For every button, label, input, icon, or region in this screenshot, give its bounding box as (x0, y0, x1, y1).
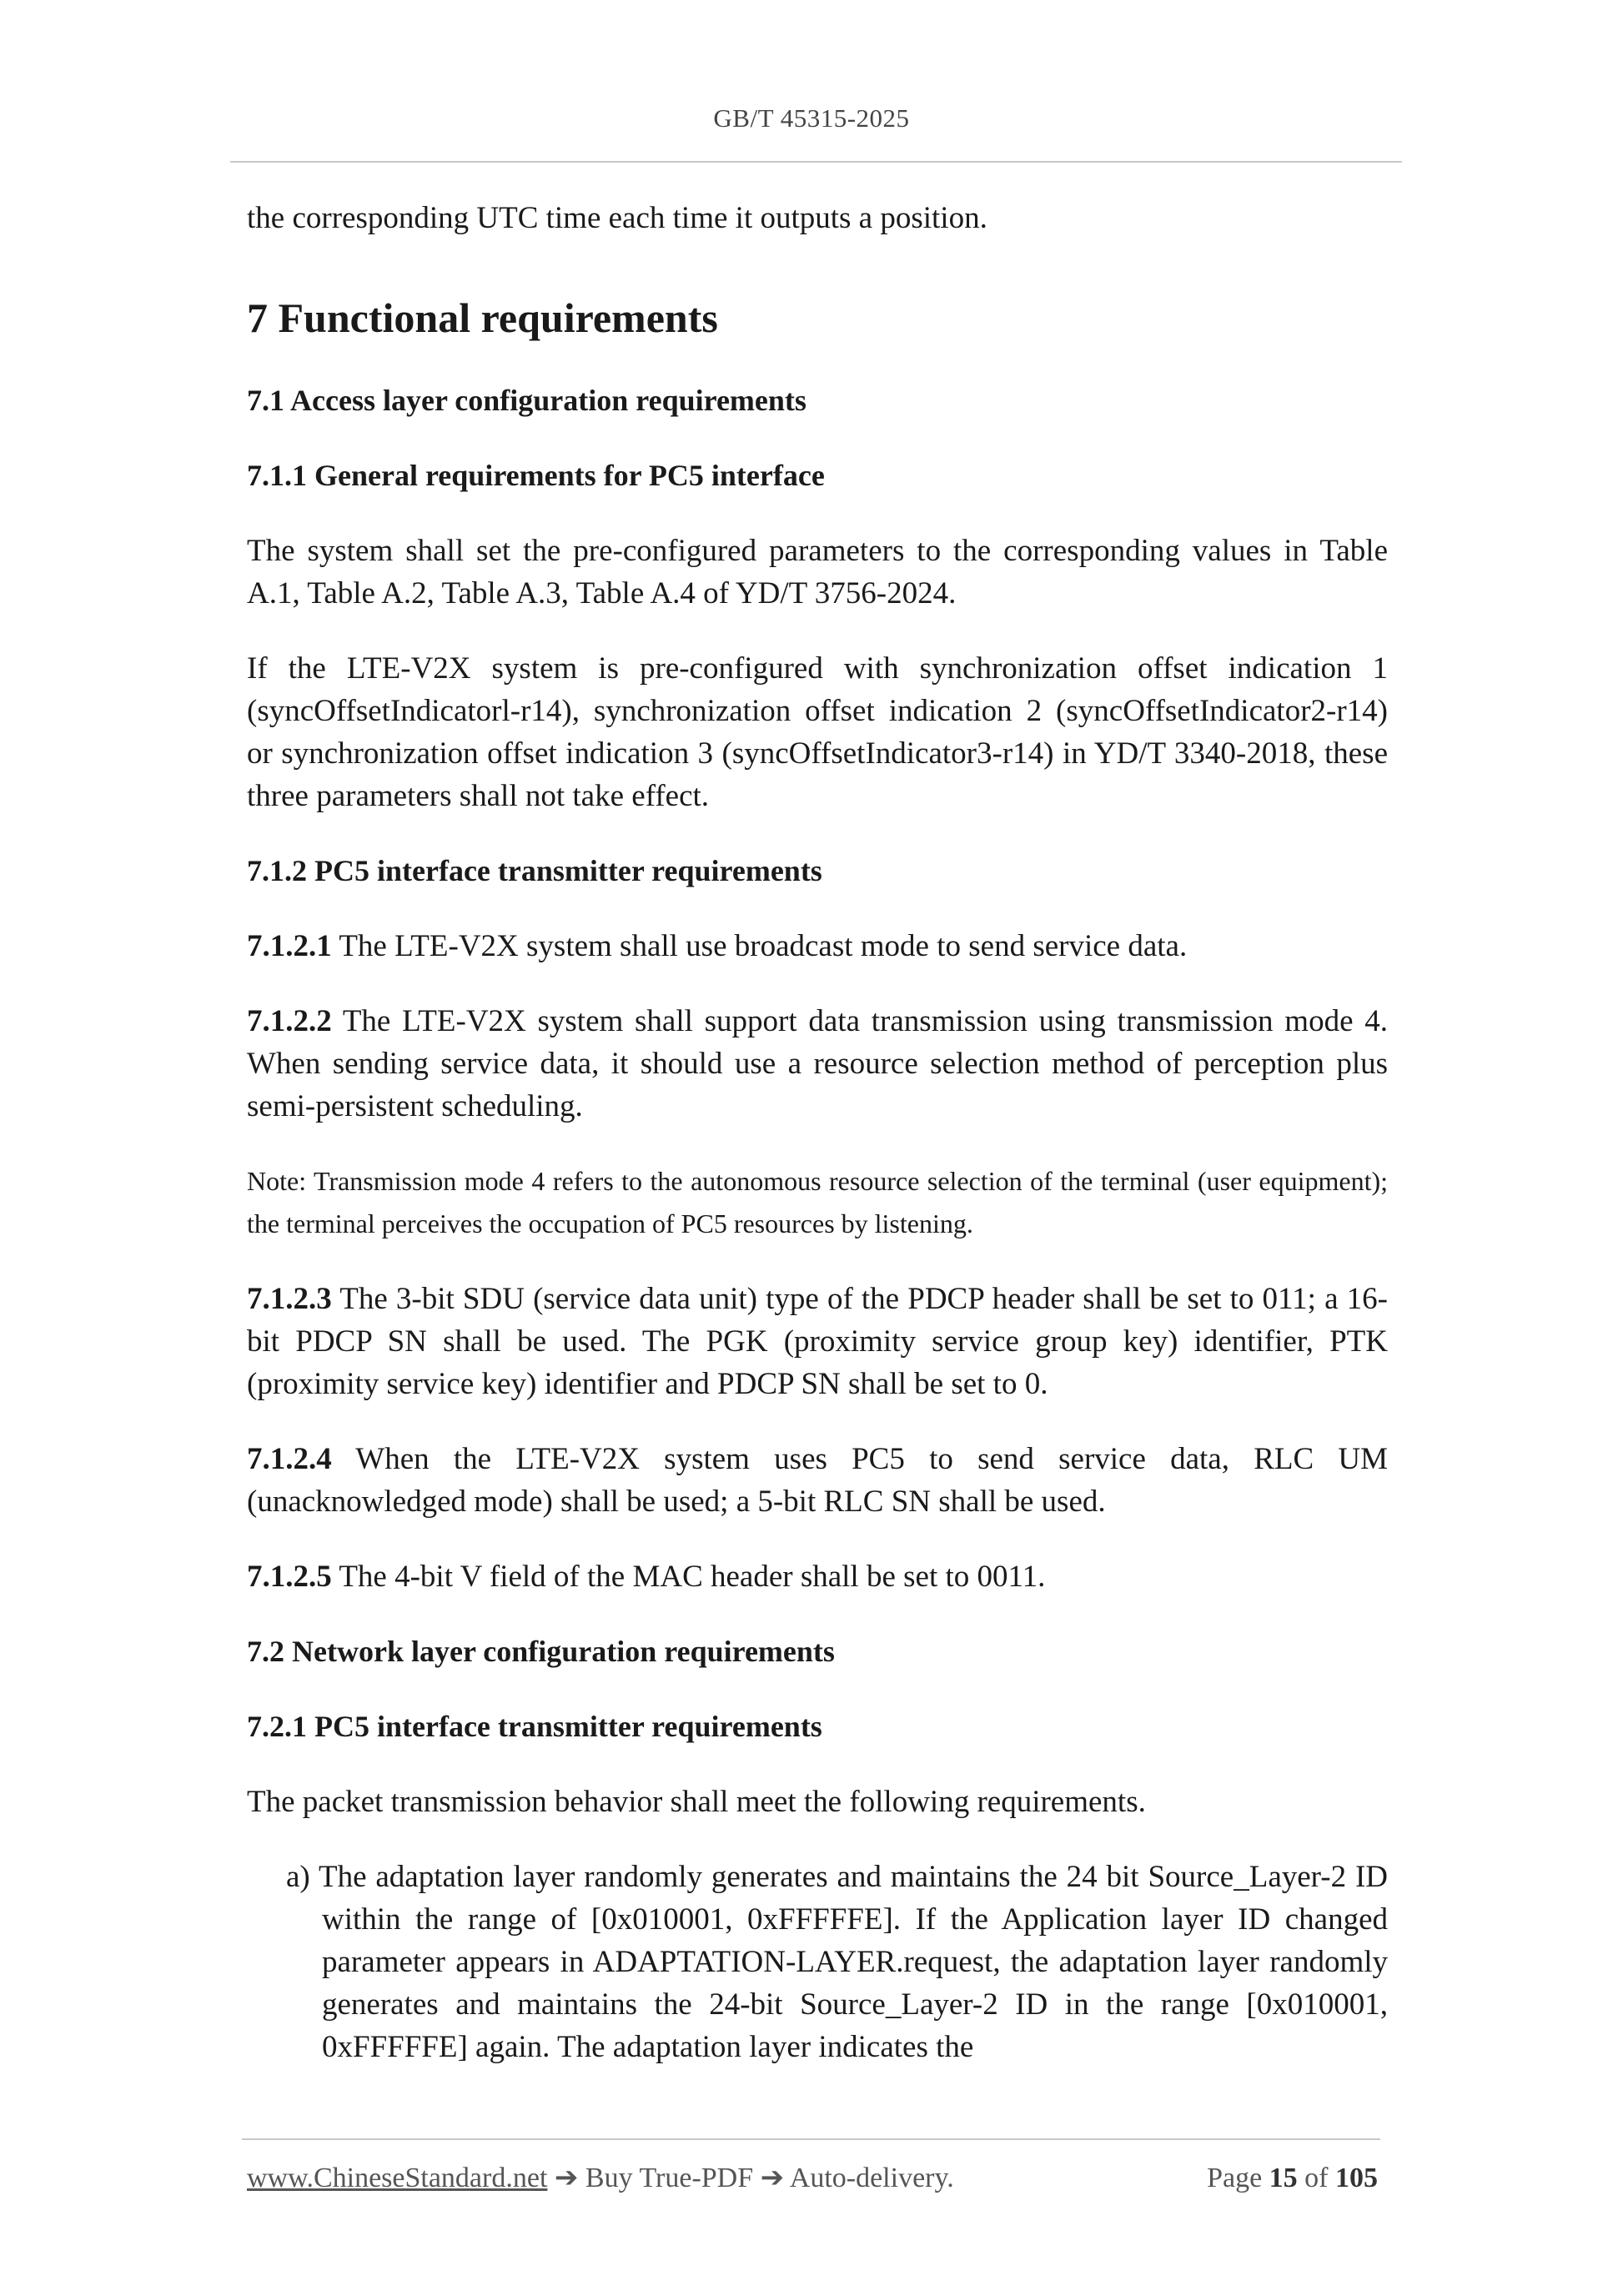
clause-text: The 4-bit V field of the MAC header shall be set to 0011. (331, 1560, 1046, 1594)
arrow-right-icon: ➔ (547, 2163, 585, 2193)
website-link[interactable]: www.ChineseStandard.net (247, 2163, 548, 2193)
section-heading-7-1-2: 7.1.2 PC5 interface transmitter requirements (247, 854, 822, 887)
continuation-paragraph: the corresponding UTC time each time it outputs a position. (247, 201, 987, 235)
clause-7-1-2-4 (247, 1438, 1388, 1523)
paragraph-7-2-1: The packet transmission behavior shall meet the following requirements. (247, 1785, 1146, 1819)
clause-text: The LTE-V2X system shall use broadcast mode to send service data. (331, 929, 1188, 963)
of-label: of (1304, 2163, 1329, 2193)
clause-7-1-2-1 (247, 925, 1388, 967)
clause-number: 7.1.2.3 (247, 1282, 332, 1316)
clause-7-1-2-2 (247, 1000, 1388, 1128)
paragraph-7-1-1-b: If the LTE-V2X system is pre-configured with synchronization offset indication 1 (syncOffsetIndicatorl-r14), synchronization offset indication 2 (syncOffsetIndicator2-r14) or synchronization offset indication 3 (syncOffsetIndicator3-r14) in YD/T 3340-2018, these three parameters shall not take effect. (247, 651, 1388, 813)
document-code-header: GB/T 45315-2025 (713, 103, 910, 133)
page-number: 15 (1269, 2163, 1298, 2193)
section-heading-7-2: 7.2 Network layer configuration requirements (247, 1635, 835, 1668)
clause-7-1-2-3 (247, 1278, 1388, 1405)
total-pages: 105 (1335, 2163, 1378, 2193)
paragraph-7-1-1-a: The system shall set the pre-configured parameters to the corresponding values in Table A.1, Table A.2, Table A.3, Table A.4 of YD/T 3756-2024. (247, 534, 1388, 610)
header-divider (230, 161, 1402, 163)
clause-text: The LTE-V2X system shall support data transmission using transmission mode 4. When sending service data, it should use a resource selection method of perception plus semi-persistent scheduling. (247, 1004, 1388, 1123)
arrow-right-icon: ➔ (753, 2163, 790, 2193)
section-heading-7-1: 7.1 Access layer configuration requirements (247, 384, 806, 417)
chapter-heading: 7 Functional requirements (247, 294, 718, 341)
clause-number: 7.1.2.2 (247, 1004, 332, 1038)
clause-text: The 3-bit SDU (service data unit) type of the PDCP header shall be set to 011; a 16-bit PDCP SN shall be used. The PGK (proximity service group key) identifier, PTK (proximity service key) identifier and PDCP SN shall be set to 0. (247, 1282, 1388, 1401)
clause-number: 7.1.2.5 (247, 1560, 332, 1594)
section-heading-7-1-1: 7.1.1 General requirements for PC5 interface (247, 459, 825, 492)
clause-number: 7.1.2.4 (247, 1442, 332, 1476)
clause-7-1-2-5 (247, 1555, 1388, 1598)
list-item-a: a) The adaptation layer randomly generates and maintains the 24 bit Source_Layer-2 ID within the range of [0x010001, 0xFFFFFE]. If the Application layer ID changed parameter appears in ADAPTATION-LAYER.request, the adaptation layer randomly generates and maintains the 24-bit Source_Layer-2 ID in the range [0x010001, 0xFFFFFE] again. The adaptation layer indicates the (286, 1860, 1388, 2064)
clause-text: When the LTE-V2X system uses PC5 to send service data, RLC UM (unacknowledged mode) shall be used; a 5-bit RLC SN shall be used. (247, 1442, 1388, 1519)
page-indicator (1207, 2160, 1378, 2197)
page-content (247, 197, 1388, 2068)
footer-divider (242, 2138, 1380, 2140)
section-heading-7-2-1: 7.2.1 PC5 interface transmitter requirements (247, 1710, 822, 1743)
buy-pdf-text: Buy True-PDF (585, 2163, 754, 2193)
note-paragraph: Note: Transmission mode 4 refers to the autonomous resource selection of the terminal (user equipment); the terminal perceives the occupation of PC5 resources by listening. (247, 1166, 1388, 1238)
footer-promo (247, 2160, 954, 2197)
clause-number: 7.1.2.1 (247, 929, 332, 963)
page-label: Page (1207, 2163, 1263, 2193)
auto-delivery-text: Auto-delivery. (789, 2163, 954, 2193)
